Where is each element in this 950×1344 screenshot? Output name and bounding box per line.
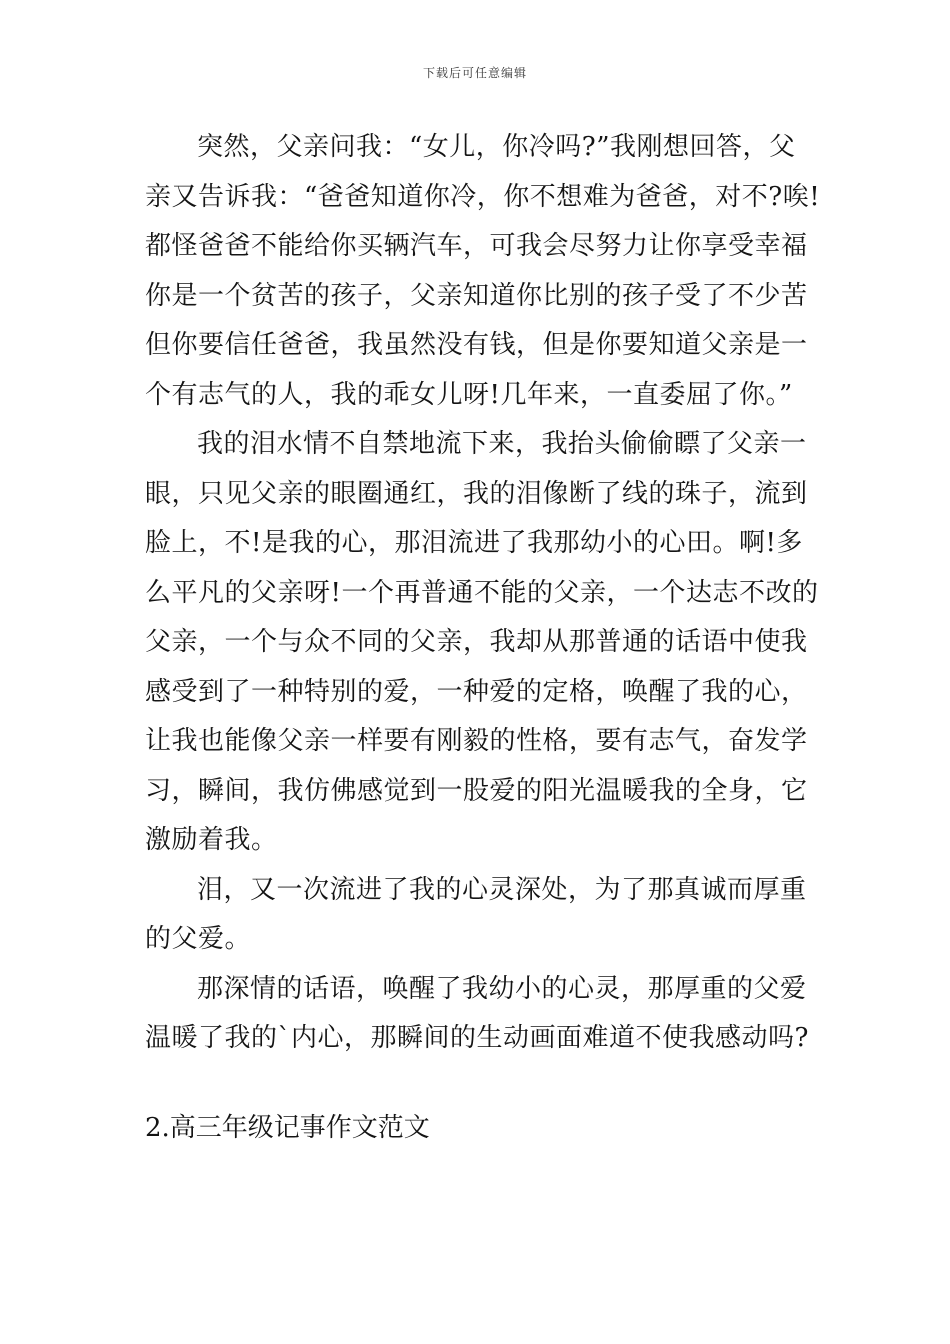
text-line: 那深情的话语，唤醒了我幼小的心灵，那厚重的父爱: [197, 973, 807, 1004]
section-heading: 2.高三年级记事作文范文: [145, 1112, 430, 1143]
text-line: 突然，父亲问我：“女儿，你冷吗?”我刚想回答，父: [197, 132, 796, 162]
text-line: 习，瞬间，我仿佛感觉到一股爱的阳光温暖我的全身，它: [145, 775, 808, 806]
text-line: 泪，又一次流进了我的心灵深处，为了那真诚而厚重: [197, 874, 807, 905]
text-line: 感受到了一种特别的爱，一种爱的定格，唤醒了我的心，: [145, 676, 808, 707]
text-line: 亲又告诉我：“爸爸知道你冷，你不想难为爸爸，对不?唉!: [145, 181, 821, 212]
text-line: 眼，只见父亲的眼圈通红，我的泪像断了线的珠子，流到: [145, 478, 808, 509]
text-line: 让我也能像父亲一样要有刚毅的性格，要有志气，奋发学: [145, 726, 808, 756]
text-line: 父亲，一个与众不同的父亲，我却从那普通的话语中使我: [145, 627, 808, 657]
text-line: 都怪爸爸不能给你买辆汽车，可我会尽努力让你享受幸福: [145, 231, 808, 261]
essay-body: [145, 123, 821, 1153]
text-line: 你是一个贫苦的孩子，父亲知道你比别的孩子受了不少苦: [145, 280, 808, 311]
paragraph: [145, 420, 819, 866]
header-note: 下载后可任意编辑: [422, 66, 527, 80]
text-line: 激励着我。: [145, 825, 278, 855]
text-line: 脸上，不!是我的心，那泪流进了我那幼小的心田。啊!多: [145, 528, 803, 558]
text-line: 我的泪水情不自禁地流下来，我抬头偷偷瞟了父亲一: [197, 429, 807, 459]
text-line: 么平凡的父亲呀!一个再普通不能的父亲，一个达志不改的: [145, 577, 819, 608]
paragraph: [145, 965, 813, 1064]
paragraph: [145, 123, 821, 420]
text-line: 的父爱。: [145, 924, 252, 954]
text-line: 个有志气的人，我的乖女儿呀!几年来，一直委屈了你。”: [145, 379, 793, 410]
text-line: 但你要信任爸爸，我虽然没有钱，但是你要知道父亲是一: [145, 330, 808, 360]
paragraph: [145, 866, 813, 965]
text-line: 温暖了我的`内心，那瞬间的生动画面难道不使我感动吗?: [145, 1023, 809, 1053]
section-spacer: [145, 1064, 813, 1104]
